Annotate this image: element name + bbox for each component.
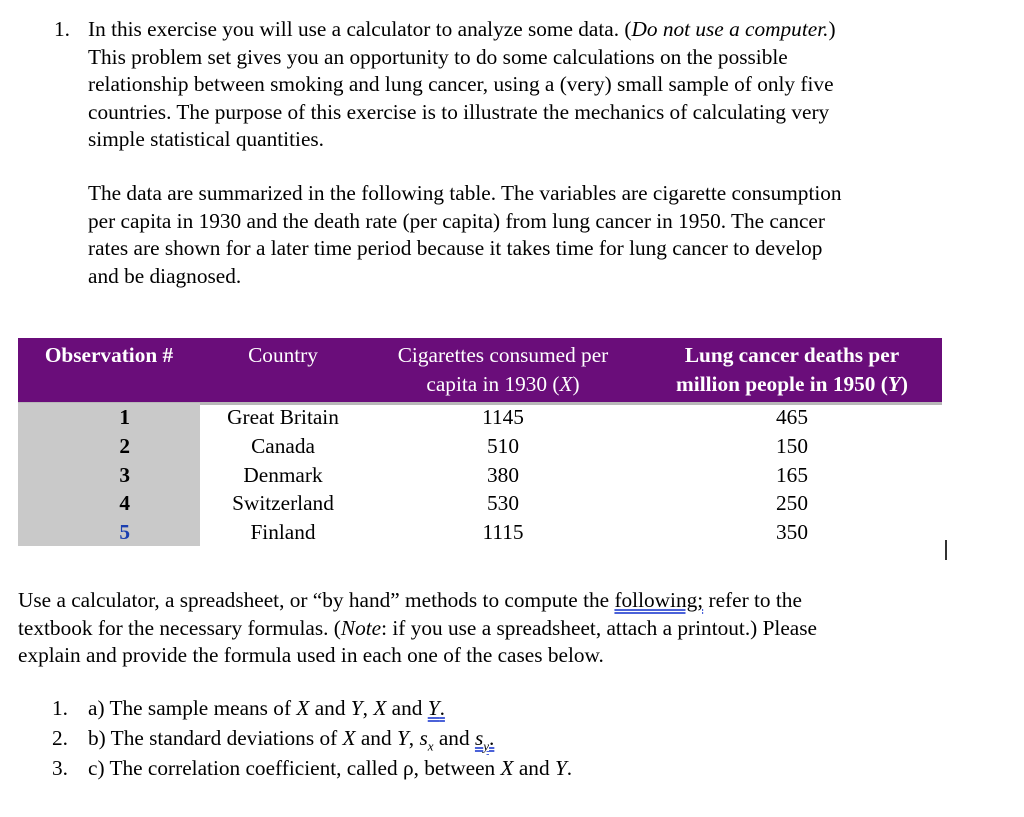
header-deaths-line2: million people in 1950 (Y): [676, 372, 908, 396]
deaths-cell: 150: [776, 434, 808, 458]
intro-line: This problem set gives you an opportunity to do some calculations on the possible: [88, 44, 788, 69]
table-row: [0, 518, 1024, 547]
cigarettes-cell: 510: [487, 434, 519, 458]
intro-line: relationship between smoking and lung cancer, using a (very) small sample of only five: [88, 72, 834, 96]
subquestion-item: [52, 753, 572, 783]
intro-line: In this exercise you will use a calculator to analyze some data. (Do not use a computer.): [88, 17, 836, 41]
cigarettes-cell: 530: [487, 491, 519, 515]
header-observation: Observation #: [44, 343, 174, 367]
spellcheck-underlined-word[interactable]: following;: [614, 588, 704, 612]
instructions-line: Use a calculator, a spreadsheet, or “by hand” methods to compute the following; refer to the: [18, 588, 802, 612]
data-line: The data are summarized in the following table. The variables are cigarette consumption: [88, 181, 842, 205]
deaths-cell: 465: [776, 405, 808, 429]
data-line: and be diagnosed.: [88, 263, 242, 288]
subquestion-number: 1.: [52, 696, 68, 720]
instructions-paragraph: [18, 587, 1008, 670]
deaths-cell: 350: [776, 520, 808, 544]
subquestion-number: 3.: [52, 756, 68, 780]
table-row: [0, 489, 1024, 518]
deaths-cell: 250: [776, 491, 808, 515]
intro-paragraph: [88, 16, 988, 154]
country-cell: Canada: [251, 434, 315, 458]
data-paragraph: [88, 180, 988, 290]
data-line: rates are shown for a later time period because it takes time for lung cancer to develop: [88, 236, 823, 260]
country-cell: Finland: [250, 520, 316, 544]
header-cigarettes-line2: capita in 1930 (X): [426, 372, 580, 396]
cigarettes-cell: 1115: [482, 520, 524, 544]
instructions-line: textbook for the necessary formulas. (Note: if you use a spreadsheet, attach a printout.) Please: [18, 615, 817, 640]
obs-number: 5: [119, 520, 130, 544]
obs-number: 2: [119, 434, 130, 458]
header-deaths-line1: Lung cancer deaths per: [684, 343, 900, 367]
obs-number: 3: [119, 463, 130, 487]
deaths-cell: 165: [776, 463, 808, 487]
header-country: Country: [248, 343, 318, 367]
intro-line: countries. The purpose of this exercise is to illustrate the mechanics of calculating very: [88, 99, 830, 124]
table-row: [0, 461, 1024, 490]
subquestion-list: [52, 693, 572, 783]
text-cursor: [945, 540, 947, 560]
question-number: 1.: [54, 17, 70, 41]
subquestion-text: a) The sample means of X and Y, X and Y.: [88, 696, 445, 720]
subquestion-text: b) The standard deviations of X and Y, $s_x$ and $s_y$.: [88, 726, 495, 754]
subquestion-item: [52, 723, 572, 753]
table-row: [0, 403, 1024, 432]
subquestion-number: 2.: [52, 726, 68, 750]
table-row: [0, 432, 1024, 461]
cigarettes-cell: 380: [487, 463, 519, 487]
obs-number: 1: [119, 405, 130, 429]
instructions-line: explain and provide the formula used in each one of the cases below.: [18, 643, 604, 667]
table-header: [18, 338, 942, 405]
country-cell: Denmark: [243, 463, 323, 487]
subquestion-item: [52, 693, 572, 723]
obs-number: 4: [119, 491, 130, 515]
country-cell: Great Britain: [227, 405, 339, 429]
header-cigarettes-line1: Cigarettes consumed per: [397, 343, 609, 367]
intro-line: simple statistical quantities.: [88, 127, 325, 151]
cigarettes-cell: 1145: [482, 405, 524, 429]
data-line: per capita in 1930 and the death rate (per capita) from lung cancer in 1950. The cancer: [88, 208, 825, 233]
country-cell: Switzerland: [232, 491, 334, 515]
subquestion-text: c) The correlation coefficient, called ρ, between X and Y.: [88, 756, 573, 780]
